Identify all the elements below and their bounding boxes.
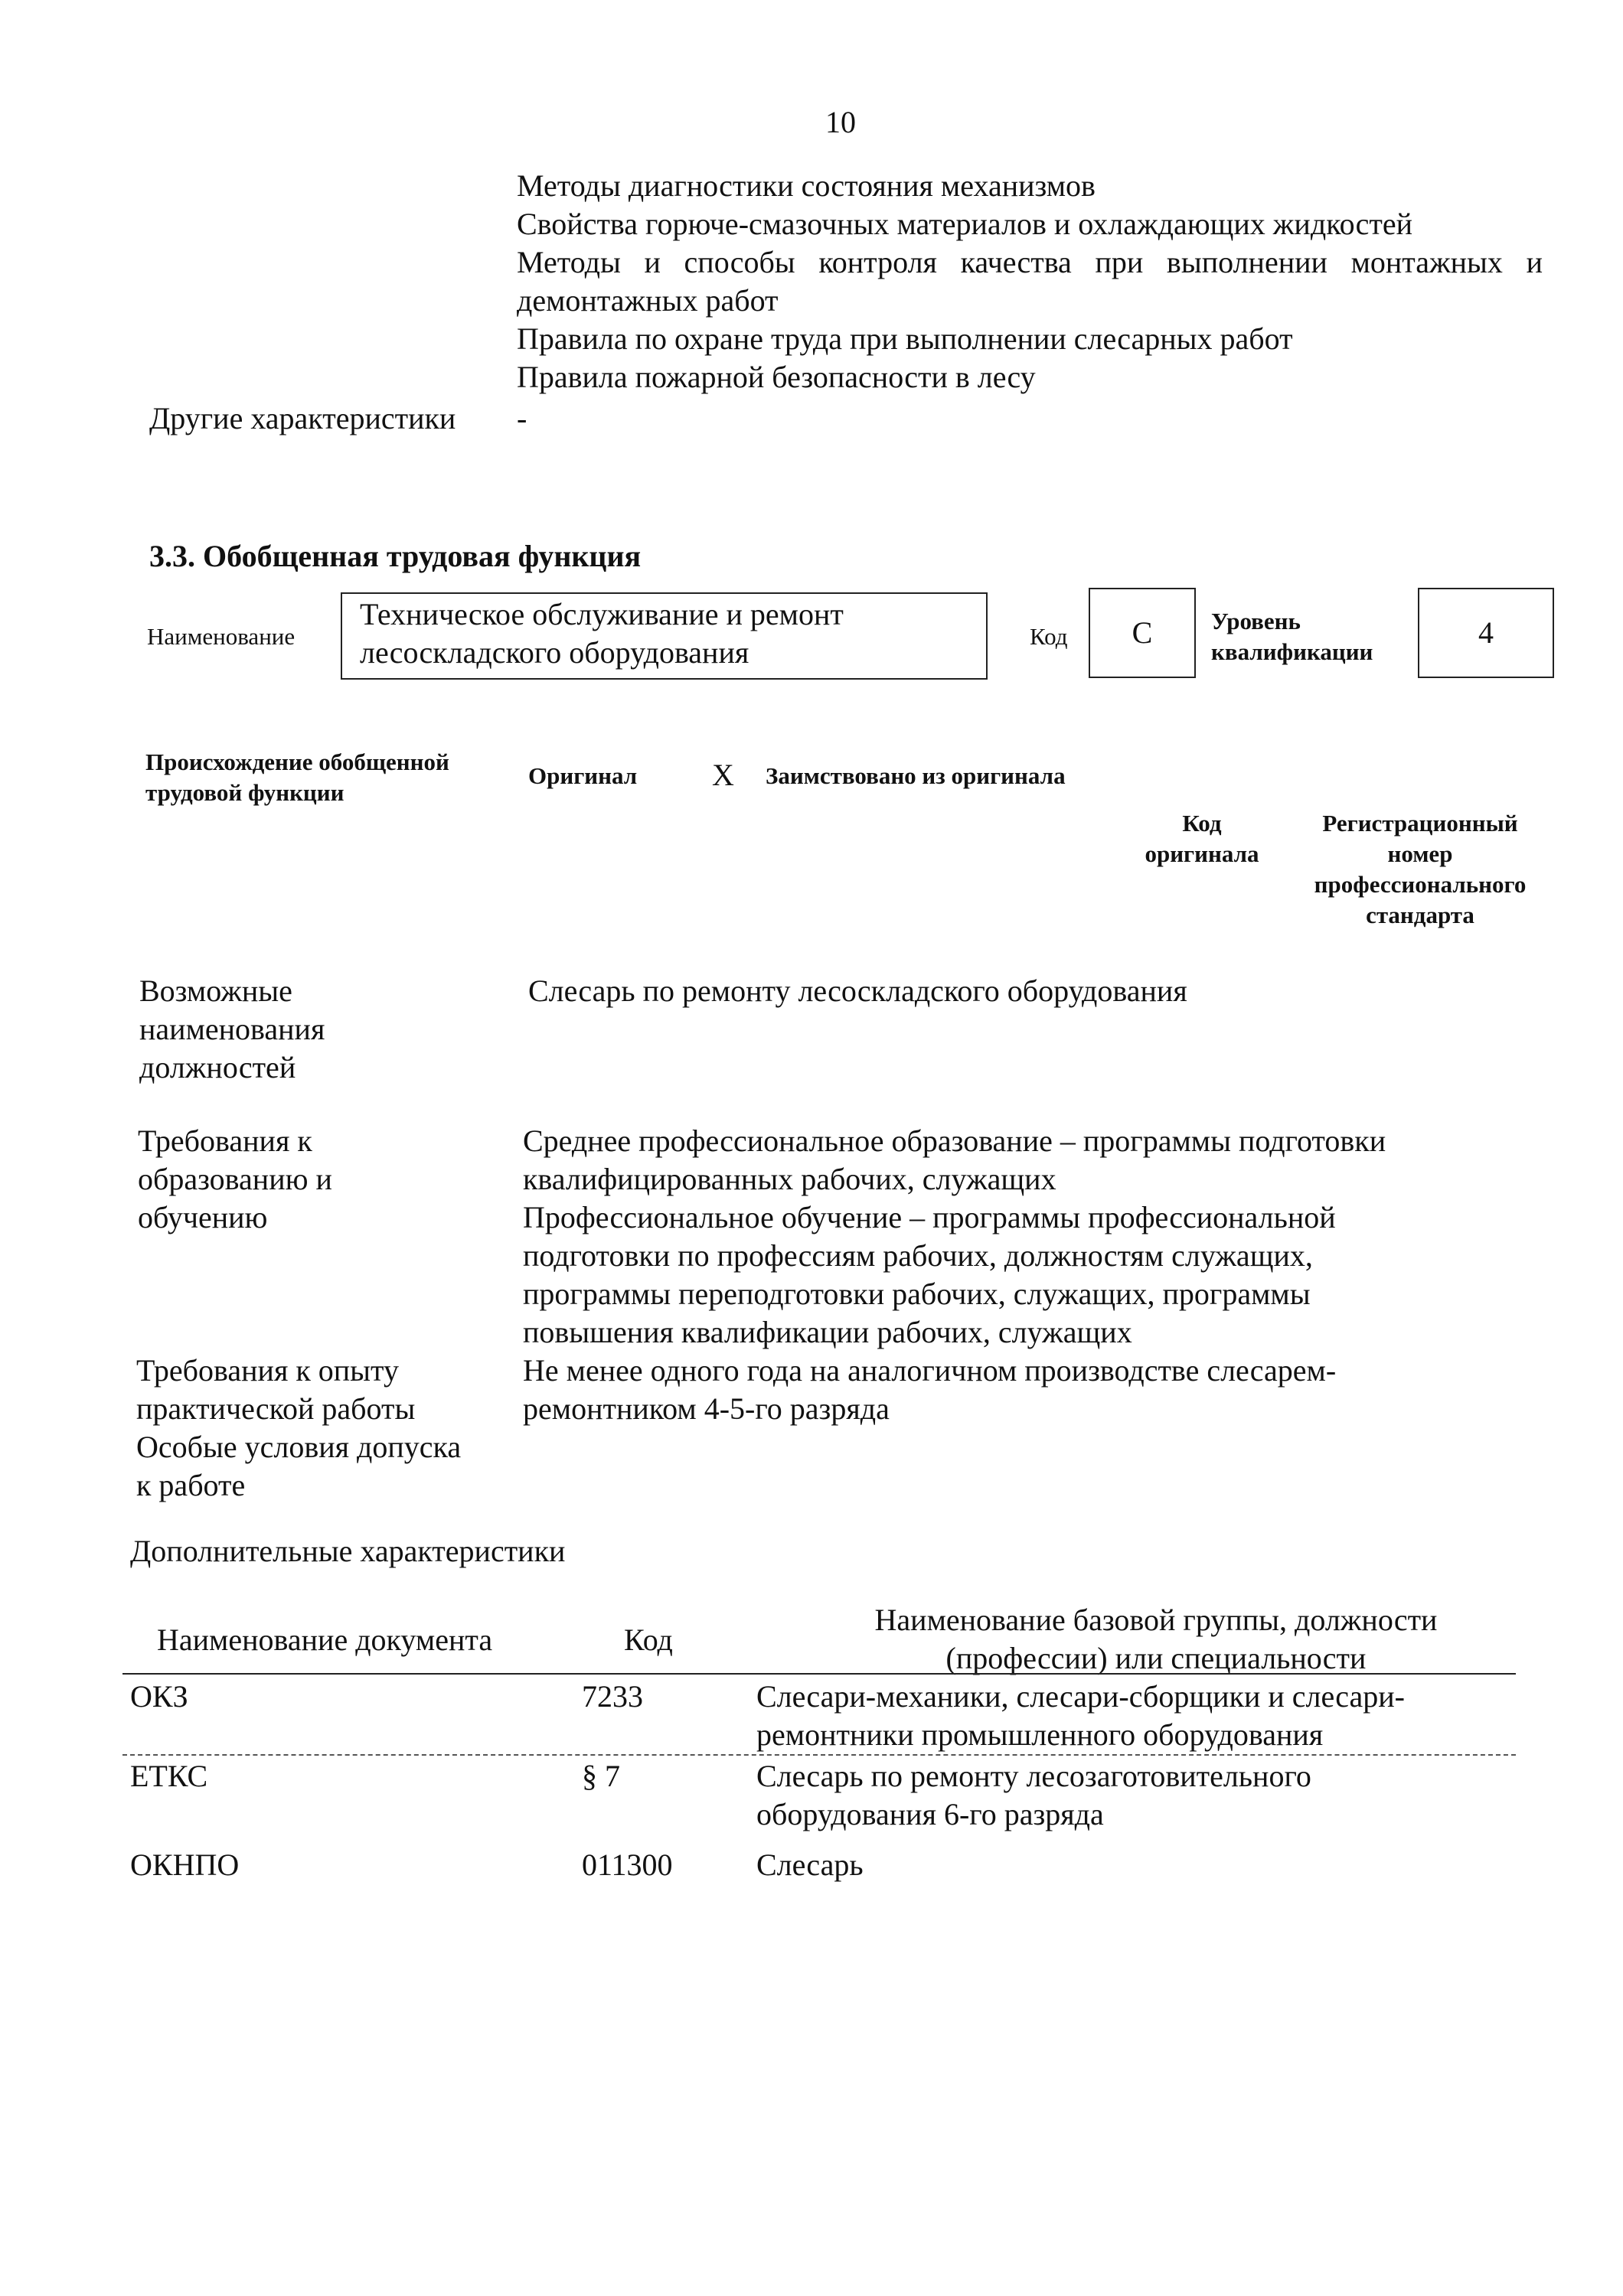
education-line: подготовки по профессиям рабочих, должностям служащих, (523, 1238, 1313, 1273)
reg-number-2: номер (1387, 840, 1453, 867)
code-label: Код (1030, 623, 1068, 650)
positions-value: Слесарь по ремонту лесоскладского оборудования (528, 974, 1187, 1008)
code-original-1: Код (1182, 810, 1222, 837)
code-original-2: оригинала (1145, 840, 1259, 867)
original-label: Оригинал (528, 762, 638, 789)
borrowed-label: Заимствовано из оригинала (766, 762, 1066, 789)
knowledge-line: Свойства горюче-смазочных материалов и охлаждающих жидкостей (517, 207, 1412, 241)
knowledge-line: Методы диагностики состояния механизмов (517, 168, 1096, 203)
experience-line: Не менее одного года на аналогичном производстве слесарем- (523, 1353, 1337, 1388)
education-label-2: образованию и (138, 1162, 332, 1196)
experience-label-2: практической работы (136, 1391, 416, 1426)
education-line: Среднее профессиональное образование – программы подготовки (523, 1124, 1386, 1158)
original-mark: X (712, 758, 734, 792)
knowledge-line: демонтажных работ (517, 283, 779, 318)
row-name-1: Слесари-механики, слесари-сборщики и слесари- (756, 1679, 1405, 1714)
education-label-3: обучению (138, 1200, 268, 1234)
education-label-1: Требования к (138, 1124, 312, 1158)
row-divider (122, 1754, 1516, 1756)
code-value: C (1132, 615, 1153, 650)
level-value: 4 (1478, 615, 1494, 650)
origin-label-1: Происхождение обобщенной (145, 748, 449, 775)
experience-line: ремонтником 4-5-го разряда (523, 1391, 890, 1426)
additional-title: Дополнительные характеристики (130, 1534, 566, 1568)
row-doc: ЕТКС (130, 1759, 208, 1793)
reg-number-3: профессионального (1314, 871, 1527, 898)
knowledge-line: Правила по охране труда при выполнении слесарных работ (517, 321, 1293, 356)
reg-number-1: Регистрационный (1322, 810, 1518, 837)
page-number: 10 (825, 105, 856, 139)
special-label-1: Особые условия допуска (136, 1430, 462, 1464)
row-code: § 7 (582, 1759, 620, 1793)
level-label-2: квалификации (1211, 638, 1373, 665)
knowledge-line: Правила пожарной безопасности в лесу (517, 360, 1036, 394)
positions-label-3: должностей (139, 1050, 296, 1084)
row-name-1: Слесарь (756, 1848, 864, 1882)
row-name-2: ремонтники промышленного оборудования (756, 1717, 1324, 1752)
education-line: программы переподготовки рабочих, служащих, программы (523, 1277, 1311, 1311)
name-label: Наименование (147, 623, 296, 650)
positions-label-1: Возможные (139, 974, 292, 1008)
row-code: 011300 (582, 1848, 673, 1882)
knowledge-line: Методы и способы контроля качества при выполнении монтажных и (517, 245, 1543, 279)
education-line: Профессиональное обучение – программы профессиональной (523, 1200, 1336, 1234)
education-line: повышения квалификации рабочих, служащих (523, 1315, 1132, 1349)
other-characteristics-label: Другие характеристики (149, 401, 456, 435)
origin-label-2: трудовой функции (145, 779, 345, 806)
header-code: Код (624, 1623, 673, 1657)
name-line-2: лесоскладского оборудования (360, 635, 749, 670)
row-name-2: оборудования 6-го разряда (756, 1797, 1104, 1831)
row-code: 7233 (582, 1679, 643, 1714)
other-characteristics-value: - (517, 401, 527, 435)
row-name-1: Слесарь по ремонту лесозаготовительного (756, 1759, 1311, 1793)
section-title: 3.3. Обобщенная трудовая функция (149, 539, 642, 573)
education-line: квалифицированных рабочих, служащих (523, 1162, 1056, 1196)
row-doc: ОКЗ (130, 1679, 188, 1714)
header-document: Наименование документа (157, 1623, 493, 1657)
level-label-1: Уровень (1211, 608, 1301, 634)
header-rule (122, 1673, 1516, 1675)
header-name-1: Наименование базовой группы, должности (874, 1603, 1438, 1637)
header-name-2: (профессии) или специальности (945, 1641, 1367, 1675)
row-doc: ОКНПО (130, 1848, 240, 1882)
positions-label-2: наименования (139, 1012, 325, 1046)
experience-label-1: Требования к опыту (136, 1353, 400, 1388)
reg-number-4: стандарта (1366, 902, 1474, 928)
special-label-2: к работе (136, 1468, 246, 1502)
name-line-1: Техническое обслуживание и ремонт (360, 597, 844, 631)
